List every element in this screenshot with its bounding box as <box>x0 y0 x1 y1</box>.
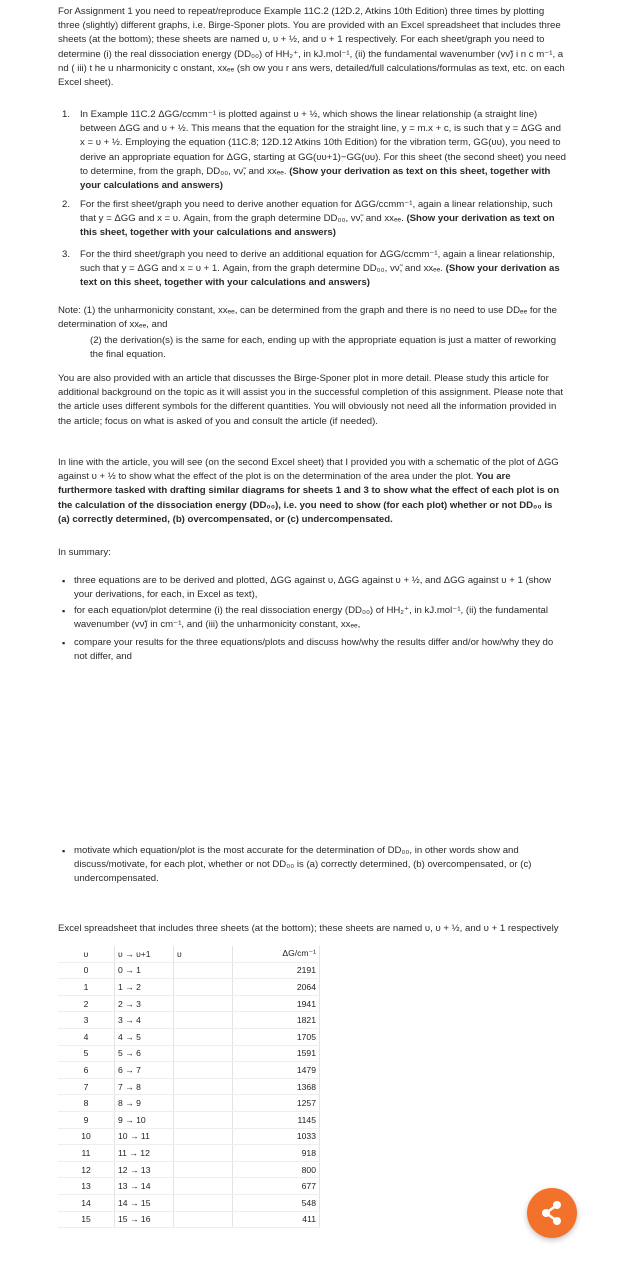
table-row <box>58 962 320 979</box>
cell-transition: 9 → 10 <box>115 1111 174 1128</box>
summary-bullet-4: motivate which equation/plot is the most accurate for the determination of DD₀₀, in other words show and discuss/motivate, for each plot, whether or not DD₀₀ is (a) correctly determined, (b) overcompensated, or (c) undercompensated. <box>74 845 532 885</box>
cell-transition: 13 → 14 <box>115 1178 174 1195</box>
cell-transition: 12 → 13 <box>115 1161 174 1178</box>
cell-v: 6 <box>58 1062 115 1079</box>
cell-transition: 0 → 1 <box>115 962 174 979</box>
cell-v: 0 <box>58 962 115 979</box>
cell-empty <box>174 1128 233 1145</box>
cell-empty <box>174 1028 233 1045</box>
table-row <box>58 1161 320 1178</box>
cell-transition: 15 → 16 <box>115 1211 174 1228</box>
item-1-bold: (Show your derivation as text on this sheet, together with your calculations and answers) <box>80 165 551 192</box>
item-2-number: 2. <box>62 199 71 210</box>
cell-v: 14 <box>58 1194 115 1211</box>
cell-transition: 1 → 2 <box>115 979 174 996</box>
cell-delta-g: 1941 <box>233 995 320 1012</box>
cell-delta-g: 918 <box>233 1145 320 1162</box>
cell-transition: 6 → 7 <box>115 1062 174 1079</box>
table-row <box>58 995 320 1012</box>
spreadsheet-table <box>58 946 320 1228</box>
cell-empty <box>174 1211 233 1228</box>
cell-transition: 11 → 12 <box>115 1145 174 1162</box>
table-header-row <box>58 946 320 962</box>
schematic-paragraph <box>58 456 566 527</box>
cell-delta-g: 1591 <box>233 1045 320 1062</box>
item-3-text: For the third sheet/graph you need to derive an additional equation for ΔGG/ccmm⁻¹, again a linear relationship, such that y = ΔGG and x = υ + 1. Again, from the graph determine DD₀₀, vν̃, and xxₑₑ. <box>80 249 555 275</box>
cell-v: 5 <box>58 1045 115 1062</box>
cell-empty <box>174 1078 233 1095</box>
table-row <box>58 979 320 996</box>
cell-delta-g: 800 <box>233 1161 320 1178</box>
header-v: υ <box>58 946 115 962</box>
cell-empty <box>174 1194 233 1211</box>
table-row <box>58 1062 320 1079</box>
table-row <box>58 1045 320 1062</box>
cell-delta-g: 1705 <box>233 1028 320 1045</box>
item-3-number: 3. <box>62 249 71 260</box>
cell-empty <box>174 1145 233 1162</box>
table-row <box>58 1178 320 1195</box>
excel-caption: Excel spreadsheet that includes three sheets (at the bottom); these sheets are named υ, υ + ½, and υ + 1 respectively <box>58 923 559 934</box>
item-2-text: For the first sheet/graph you need to derive another equation for ΔGG/ccmm⁻¹, again a linear relationship, such that y = ΔGG and x = υ. Again, from the graph determine DD₀₀, vν̃, and xxₑₑ. <box>80 199 553 225</box>
cell-empty <box>174 962 233 979</box>
cell-empty <box>174 1111 233 1128</box>
header-v2: υ <box>174 946 233 962</box>
item-2 <box>80 198 566 241</box>
cell-delta-g: 677 <box>233 1178 320 1195</box>
cell-transition: 10 → 11 <box>115 1128 174 1145</box>
cell-v: 4 <box>58 1028 115 1045</box>
cell-delta-g: 2064 <box>233 979 320 996</box>
cell-transition: 2 → 3 <box>115 995 174 1012</box>
cell-empty <box>174 1045 233 1062</box>
item-2-bold: (Show your derivation as text on this sheet, together with your calculations and answers) <box>80 213 555 239</box>
bullet-icon: ▪ <box>62 576 66 586</box>
cell-transition: 4 → 5 <box>115 1028 174 1045</box>
table-row <box>58 1111 320 1128</box>
table-row <box>58 1095 320 1112</box>
item-3 <box>80 248 566 291</box>
table-row <box>58 1194 320 1211</box>
cell-delta-g: 1479 <box>233 1062 320 1079</box>
header-delta-g: ΔG/cm⁻¹ <box>233 946 320 962</box>
item-1 <box>80 108 566 193</box>
intro-paragraph: For Assignment 1 you need to repeat/reproduce Example 11C.2 (12D.2, Atkins 10th Edition) three times by plotting three (slightly) different graphs, i.e. Birge-Sponer plots. You are provided with an Excel spreadsheet that includes three sheets (at the bottom); these sheets are named υ, υ + ½, and υ + 1 respectively. For each sheet/graph you need to determine (i) the real dissociation energy (DD₀₀) of HH₂⁺, in kJ.mol⁻¹, (ii) the fundamental wavenumber (vν̃) i n c m⁻¹, a nd ( iii) t he u nharmonicity c onstant, xxₑₑ (sh ow you r ans wers, detailed/full calculations/formulas as text, etc. on each Excel sheet). <box>58 6 565 89</box>
cell-delta-g: 1368 <box>233 1078 320 1095</box>
header-transition: υ → υ+1 <box>115 946 174 962</box>
bullet-icon: ▪ <box>62 638 66 648</box>
summary-bullet-1: three equations are to be derived and plotted, ΔGG against υ, ΔGG against υ + ½, and ΔGG against υ + 1 (show your derivations, for each, in Excel as text), <box>74 575 552 601</box>
cell-delta-g: 1033 <box>233 1128 320 1145</box>
note-2: (2) the derivation(s) is the same for each, ending up with the appropriate equation is just a matter of reworking the final equation. <box>90 335 557 361</box>
table-row <box>58 1012 320 1029</box>
cell-empty <box>174 1178 233 1195</box>
cell-v: 10 <box>58 1128 115 1145</box>
cell-v: 2 <box>58 995 115 1012</box>
cell-v: 12 <box>58 1161 115 1178</box>
table-row <box>58 1078 320 1095</box>
summary-bullet-2: for each equation/plot determine (i) the real dissociation energy (DD₀₀) of HH₂⁺, in kJ.mol⁻¹, (ii) the fundamental wavenumber (vν̃) in cm⁻¹, and (iii) the unharmonicity constant, xxₑₑ, <box>74 605 548 631</box>
cell-empty <box>174 979 233 996</box>
cell-v: 11 <box>58 1145 115 1162</box>
share-icon <box>527 1188 577 1238</box>
cell-delta-g: 1145 <box>233 1111 320 1128</box>
table-row <box>58 1145 320 1162</box>
cell-v: 7 <box>58 1078 115 1095</box>
cell-empty <box>174 1161 233 1178</box>
schematic-text: In line with the article, you will see (on the second Excel sheet) that I provided you with a schematic of the plot of ΔGG against υ + ½ to show what the effect of the plot is on the determination of the area under the plot. <box>58 457 559 483</box>
cell-delta-g: 2191 <box>233 962 320 979</box>
cell-empty <box>174 1095 233 1112</box>
cell-delta-g: 411 <box>233 1211 320 1228</box>
cell-v: 3 <box>58 1012 115 1029</box>
summary-title: In summary: <box>58 547 111 558</box>
cell-transition: 7 → 8 <box>115 1078 174 1095</box>
item-1-number: 1. <box>62 109 71 120</box>
schematic-task-bold: You are furthermore tasked with drafting similar diagrams for sheets 1 and 3 to show what the effect of each plot is on the calculation of the dissociation energy (DD₀₀), i.e. you need to show (for each plot) whether or not DD₀₀ is (a) correctly determined, (b) overcompensated, or (c) undercompensated. <box>58 471 560 525</box>
cell-delta-g: 1257 <box>233 1095 320 1112</box>
cell-empty <box>174 995 233 1012</box>
cell-transition: 8 → 9 <box>115 1095 174 1112</box>
bullet-icon: ▪ <box>62 846 66 856</box>
share-button[interactable] <box>527 1188 577 1238</box>
note-1: Note: (1) the unharmonicity constant, xxₑₑ, can be determined from the graph and there is no need to use DDₑₑ for the determination of xxₑₑ, and <box>58 305 558 331</box>
item-1-text: In Example 11C.2 ΔGG/ccmm⁻¹ is plotted against υ + ½, which shows the linear relationship (a straight line) between ΔGG and υ + ½. This means that the equation for the straight line, y = m.x + c, is such that y = ΔGG and x = υ + ½. Employing the equation (11C.8; 12D.12 Atkins 10th Edition) for the vibration term, GG(υυ), you need to derive an appropriate equation for ΔGG, starting at GG(υυ+1)−GG(υυ). For this sheet (the second sheet) you need to determine, from the graph, DD₀₀, vν̃, and xxₑₑ. <box>80 109 567 177</box>
cell-empty <box>174 1062 233 1079</box>
cell-v: 13 <box>58 1178 115 1195</box>
cell-transition: 3 → 4 <box>115 1012 174 1029</box>
summary-bullet-3: compare your results for the three equations/plots and discuss how/why the results differ and/or how/why they do not differ, and <box>74 637 554 663</box>
cell-transition: 14 → 15 <box>115 1194 174 1211</box>
cell-v: 9 <box>58 1111 115 1128</box>
cell-empty <box>174 1012 233 1029</box>
article-paragraph: You are also provided with an article that discusses the Birge-Sponer plot in more detail. Please study this article for additional background on the topic as it will assist you in the successful completion of this assignment. Please note that the article uses different symbols for the different quantities. You will obviously not need all the information provided in the article; focus on what is asked of you and consult the article (if needed). <box>58 373 564 427</box>
cell-delta-g: 1821 <box>233 1012 320 1029</box>
item-3-bold: (Show your derivation as text on this sheet, together with your calculations and answers) <box>80 263 560 289</box>
cell-v: 15 <box>58 1211 115 1228</box>
bullet-icon: ▪ <box>62 606 66 616</box>
table-row <box>58 1128 320 1145</box>
cell-v: 1 <box>58 979 115 996</box>
table-row <box>58 1211 320 1228</box>
cell-delta-g: 548 <box>233 1194 320 1211</box>
table-row <box>58 1028 320 1045</box>
cell-transition: 5 → 6 <box>115 1045 174 1062</box>
cell-v: 8 <box>58 1095 115 1112</box>
